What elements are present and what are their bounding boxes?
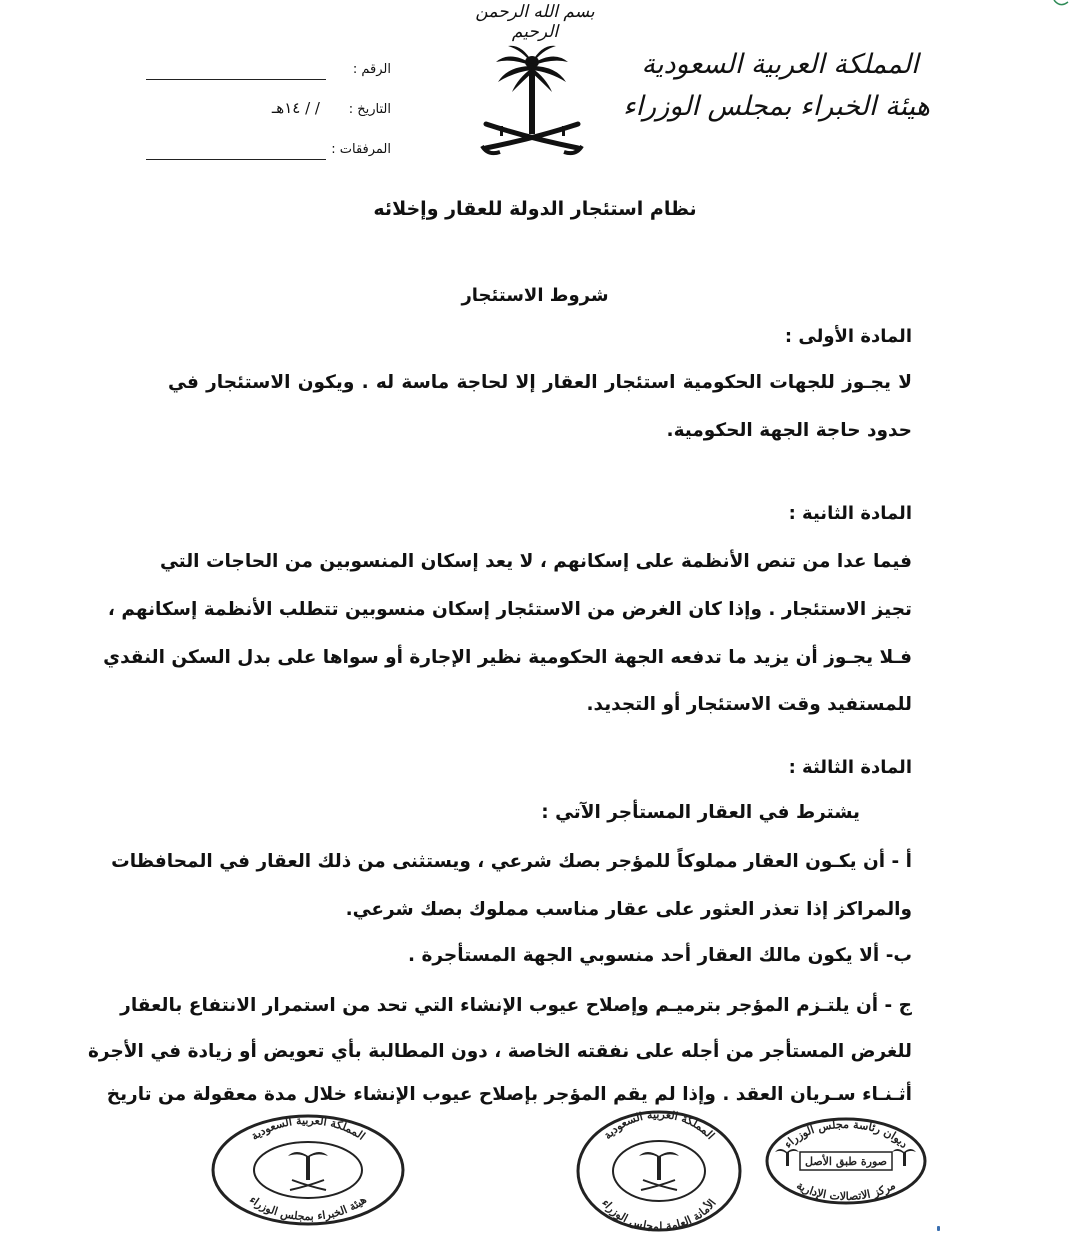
article-3-item-a-line-2: والمراكز إذا تعذر العثور على عقار مناسب مملوك بصك شرعي. [345, 899, 912, 920]
article-3-item-b: ب- ألا يكون مالك العقار أحد منسوبي الجهة المستأجرة . [408, 945, 912, 966]
organization-name [622, 44, 930, 128]
reference-number-row [146, 40, 391, 80]
article-2-line-2: تجيز الاستئجار . وإذا كان الغرض من الاستئجار إسكان منسوبين تتطلب الأنظمة إسكانهم ، [107, 599, 912, 620]
stamp-right-emblem-right-icon [892, 1149, 916, 1166]
corner-mark-icon [1052, 0, 1070, 10]
article-3-item-c-line-2: للغرض المستأجر من أجله على نفقته الخاصة ، دون المطالبة بأي تعويض أو زيادة في الأجرة [88, 1041, 912, 1062]
article-3-item-c-line-3: أثـنـاء سـريان العقد . وإذا لم يقم المؤجر بإصلاح عيوب الإنشاء خلال مدة معقولة من تاريخ [106, 1084, 912, 1105]
article-3-intro: يشترط في العقار المستأجر الآتي : [541, 802, 860, 823]
cabinet-certified-copy-stamp [764, 1116, 928, 1206]
article-2-heading: المادة الثانية : [788, 503, 912, 524]
stamp-middle-bottom-text: الأمانة العامة لمجلس الوزراء [599, 1196, 719, 1234]
experts-commission-stamp [208, 1112, 408, 1228]
palm-swords-emblem-icon [478, 42, 588, 162]
svg-text:المملكة العربية السعودية [249, 1114, 368, 1143]
secretariat-stamp [574, 1108, 744, 1234]
stamp-middle-top-text: المملكة العربية السعودية [600, 1108, 718, 1142]
attachments-blank-line [146, 139, 326, 160]
reference-block [146, 40, 391, 160]
org-line-2: هيئة الخبراء بمجلس الوزراء [622, 91, 930, 122]
stamp-right-middle-text: صورة طبق الأصل [804, 1155, 888, 1168]
article-2-line-4: للمستفيد وقت الاستئجار أو التجديد. [586, 694, 912, 715]
stamp-left-emblem-icon [288, 1152, 328, 1190]
article-3-item-a-line-1: أ - أن يكـون العقار مملوكاً للمؤجر بصك شرعي ، ويستثنى من ذلك العقار في المحافظات [111, 851, 912, 872]
stamp-right-bottom-text: مركز الاتصالات الإدارية [794, 1178, 898, 1204]
svg-text:المملكة العربية السعودية [601, 1108, 717, 1142]
date-row [146, 80, 391, 120]
article-3-heading: المادة الثالثة : [788, 757, 912, 778]
svg-text:الأمانة العامة لمجلس الوزراء [599, 1197, 719, 1233]
stamp-middle-emblem-icon [639, 1152, 679, 1190]
section-title: شروط الاستئجار [461, 285, 609, 306]
stamp-left-top-text: المملكة العربية السعودية [248, 1113, 368, 1143]
stamp-right-top-text: ديوان رئاسة مجلس الوزراء [781, 1117, 911, 1151]
article-1-line-2: حدود حاجة الجهة الحكومية. [666, 420, 912, 441]
article-1-line-1: لا يجـوز للجهات الحكومية استئجار العقار إلا لحاجة ماسة له . ويكون الاستئجار في [168, 372, 912, 393]
stamp-left-bottom-text: هيئة الخبراء بمجلس الوزراء [247, 1193, 369, 1224]
article-2-line-1: فيما عدا من تنص الأنظمة على إسكانهم ، لا يعد إسكان المنسوبين من الحاجات التي [159, 551, 912, 572]
reference-label: الرقم : [352, 62, 391, 77]
org-line-1: المملكة العربية السعودية [641, 49, 919, 80]
basmala: بسم الله الرحمن الرحيم [475, 2, 595, 42]
ink-dot-mark [937, 1226, 940, 1231]
article-2-line-3: فـلا يجـوز أن يزيد ما تدفعه الجهة الحكومية نظير الإجارة أو سواها على بدل السكن النقدي [103, 647, 912, 668]
reference-blank-line [146, 59, 326, 80]
svg-text:ديوان رئاسة مجلس الوزراء [781, 1118, 910, 1151]
article-1-heading: المادة الأولى : [784, 326, 912, 347]
attachments-label: المرفقات : [331, 142, 391, 157]
stamp-right-emblem-left-icon [775, 1149, 799, 1166]
attachments-row [146, 120, 391, 160]
date-value: / / ١٤هـ [271, 99, 320, 117]
document-title: نظام استئجار الدولة للعقار وإخلائه [373, 198, 697, 220]
date-label: التاريخ : [348, 102, 391, 117]
article-3-item-c-line-1: ج - أن يلتـزم المؤجر بترميـم وإصلاح عيوب الإنشاء التي تحد من استمرار الانتفاع بالعقار [120, 995, 912, 1016]
